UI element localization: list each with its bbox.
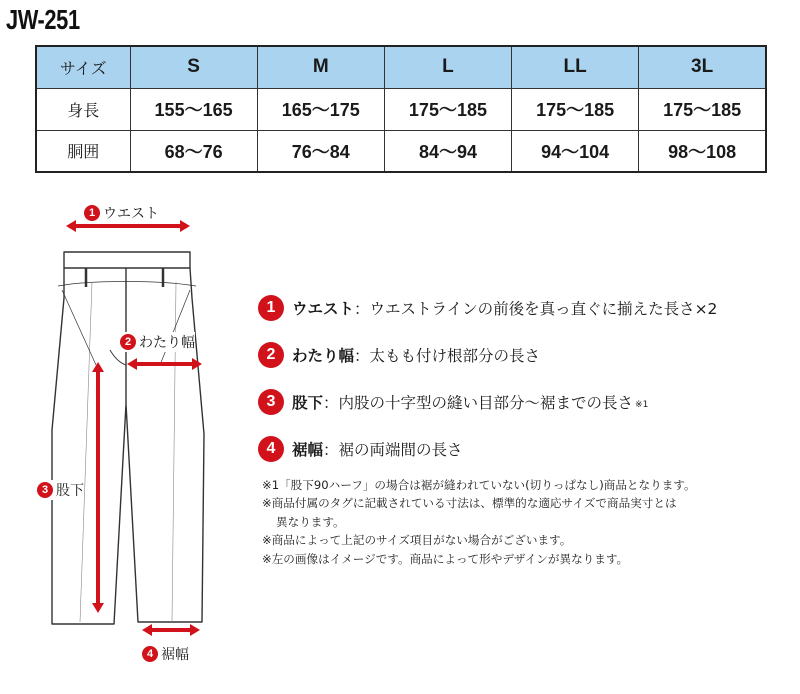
pants-diagram [0, 190, 240, 694]
header-cell-m: M [257, 46, 384, 88]
badge-3: 3 [37, 482, 53, 498]
table-cell: 84〜94 [384, 130, 511, 172]
row-label-height: 身長 [36, 88, 130, 130]
notes [262, 476, 696, 568]
diagram-label-waist-text: ウエスト [103, 206, 159, 222]
note-line: 異なります。 [276, 514, 345, 529]
definition-desc: 太もも付け根部分の長さ [369, 347, 541, 365]
note-line: ※商品付属のタグに記載されている寸法は、標準的な適応サイズで商品実寸とは [262, 496, 677, 511]
definition-desc: ウエストラインの前後を真っ直ぐに揃えた長さ×2 [369, 300, 718, 318]
row-label-waist: 胴囲 [36, 130, 130, 172]
definition-separator: ： [354, 347, 370, 365]
table-cell: 165〜175 [257, 88, 384, 130]
product-code: JW-251 [6, 4, 80, 35]
header-cell-ll: LL [512, 46, 639, 88]
table-cell: 155〜165 [130, 88, 257, 130]
definition-separator: ： [323, 441, 339, 459]
header-cell-size: サイズ [36, 46, 130, 88]
definition-term: わたり幅 [292, 347, 355, 365]
definition-item [258, 436, 717, 462]
table-cell: 68〜76 [130, 130, 257, 172]
badge-4: 4 [258, 436, 284, 462]
badge-2: 2 [120, 334, 136, 350]
definition-item [258, 342, 717, 368]
diagram-label-waist [84, 203, 159, 223]
header-cell-l: L [384, 46, 511, 88]
table-cell: 175〜185 [512, 88, 639, 130]
table-row-height [36, 88, 766, 130]
definition-desc: 内股の十字型の縫い目部分〜裾までの長さ [338, 394, 634, 412]
table-cell: 175〜185 [384, 88, 511, 130]
definition-separator: ： [323, 394, 339, 412]
definition-desc: 裾の両端間の長さ [338, 441, 463, 459]
table-cell: 98〜108 [639, 130, 766, 172]
badge-1: 1 [84, 205, 100, 221]
badge-2: 2 [258, 342, 284, 368]
diagram-label-thigh [120, 332, 195, 352]
note-line: ※左の画像はイメージです。商品によって形やデザインが異なります。 [262, 551, 629, 566]
pants-outline [52, 252, 204, 624]
definition-term: 股下 [292, 394, 324, 412]
definition-term: ウエスト [292, 300, 355, 318]
definition-note: ※1 [635, 400, 649, 410]
note-line: ※1「股下90ハーフ」の場合は裾が縫われていない(切りっぱなし)商品となります。 [262, 478, 696, 492]
table-cell: 94〜104 [512, 130, 639, 172]
badge-4: 4 [142, 646, 158, 662]
header-cell-3l: 3L [639, 46, 766, 88]
diagram-label-hem [142, 644, 189, 664]
size-table [35, 45, 767, 173]
note-line: ※商品によって上記のサイズ項目がない場合がございます。 [262, 533, 572, 548]
diagram-label-inseam [37, 480, 84, 500]
table-cell: 175〜185 [639, 88, 766, 130]
header-cell-s: S [130, 46, 257, 88]
table-cell: 76〜84 [257, 130, 384, 172]
table-row-waist [36, 130, 766, 172]
definition-item [258, 295, 717, 321]
badge-3: 3 [258, 389, 284, 415]
diagram-label-inseam-text: 股下 [56, 483, 84, 499]
badge-1: 1 [258, 295, 284, 321]
diagram-label-thigh-text: わたり幅 [139, 335, 195, 351]
definition-term: 裾幅 [292, 441, 324, 459]
size-table-header-row [36, 46, 766, 88]
definition-separator: ： [354, 300, 370, 318]
definition-item [258, 389, 717, 415]
diagram-label-hem-text: 裾幅 [161, 647, 189, 663]
measurement-definitions [258, 295, 717, 483]
